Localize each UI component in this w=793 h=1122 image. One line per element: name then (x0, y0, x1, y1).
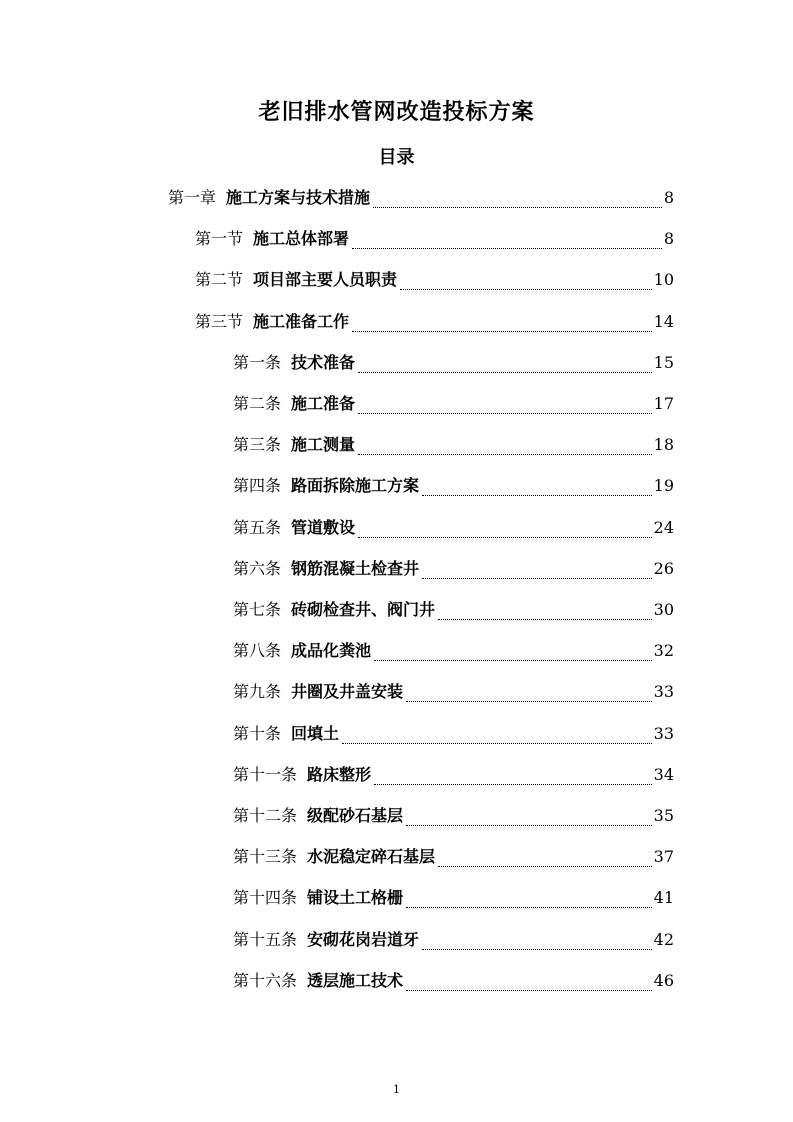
toc-entry-number: 第九条 (233, 682, 282, 702)
toc-entry-title: 成品化粪池 (291, 641, 372, 661)
toc-entry[interactable] (195, 265, 674, 295)
document-title: 老旧排水管网改造投标方案 (258, 100, 535, 125)
toc-entry[interactable] (233, 883, 674, 913)
toc-dot-leader (406, 989, 652, 991)
toc-entry[interactable] (195, 307, 674, 337)
toc-entry-page: 8 (663, 188, 674, 207)
toc-entry-title: 施工方案与技术措施 (226, 188, 371, 207)
toc-dot-leader (373, 206, 662, 208)
page-number: 1 (393, 1083, 400, 1096)
toc-entry-title: 路床整形 (307, 764, 372, 784)
toc-entry[interactable] (233, 801, 674, 831)
toc-entry-page: 10 (653, 270, 674, 290)
toc-entry[interactable] (233, 677, 674, 707)
toc-entry-title: 施工总体部署 (253, 229, 350, 249)
toc-entry-title: 钢筋混凝土检查井 (291, 558, 420, 578)
toc-entry[interactable] (233, 636, 674, 666)
toc-entry[interactable] (168, 183, 674, 213)
toc-dot-leader (422, 577, 652, 579)
toc-dot-leader (422, 948, 652, 950)
toc-entry-number: 第一章 (168, 188, 217, 207)
toc-entry-number: 第十一条 (233, 764, 298, 784)
toc-entry[interactable] (233, 554, 674, 584)
toc-entry[interactable] (233, 348, 674, 378)
toc-entry-title: 项目部主要人员职责 (253, 270, 398, 290)
toc-dot-leader (358, 371, 652, 373)
toc-entry-title: 技术准备 (291, 352, 356, 372)
toc-dot-leader (406, 700, 652, 702)
toc-entry[interactable] (233, 760, 674, 790)
toc-entry[interactable] (233, 842, 674, 872)
toc-entry-title: 级配砂石基层 (307, 806, 404, 825)
toc-entry-page: 32 (653, 641, 674, 661)
toc-entry[interactable] (233, 389, 674, 419)
toc-entry-page: 42 (653, 929, 674, 949)
toc-entry[interactable] (233, 430, 674, 460)
toc-dot-leader (374, 659, 652, 661)
toc-entry[interactable] (233, 719, 674, 749)
toc-entry[interactable] (233, 925, 674, 955)
toc-entry-page: 8 (663, 229, 674, 249)
toc-entry-number: 第七条 (233, 600, 282, 619)
toc-entry-title: 施工测量 (291, 435, 356, 455)
toc-entry-page: 18 (653, 435, 674, 455)
toc-entry-page: 30 (653, 600, 674, 619)
toc-entry-page: 26 (653, 558, 674, 578)
toc-dot-leader (342, 742, 652, 744)
toc-dot-leader (438, 618, 652, 620)
toc-entry-page: 46 (653, 970, 674, 990)
toc-entry-page: 33 (653, 723, 674, 743)
toc-entry-number: 第十五条 (233, 929, 298, 949)
toc-dot-leader (438, 865, 652, 867)
toc-entry-number: 第十四条 (233, 888, 298, 908)
toc-entry-number: 第三条 (233, 435, 282, 455)
toc-entry-number: 第十二条 (233, 806, 298, 825)
toc-entry-number: 第十条 (233, 723, 282, 743)
toc-entry-page: 14 (653, 311, 674, 331)
toc-entry[interactable] (195, 224, 674, 254)
toc-entry-title: 井圈及井盖安装 (291, 682, 404, 702)
toc-entry-number: 第十三条 (233, 847, 298, 867)
toc-entry-page: 41 (653, 888, 674, 908)
toc-dot-leader (406, 906, 652, 908)
toc-entry-number: 第二节 (195, 270, 244, 290)
toc-entry-title: 回填土 (291, 723, 340, 743)
toc-entry[interactable] (233, 595, 674, 625)
toc-entry-page: 19 (653, 476, 674, 496)
toc-dot-leader (422, 494, 652, 496)
toc-dot-leader (358, 412, 652, 414)
toc-dot-leader (400, 288, 652, 290)
toc-entry-title: 安砌花岗岩道牙 (307, 929, 420, 949)
toc-entry-number: 第十六条 (233, 970, 298, 990)
toc-dot-leader (352, 247, 662, 249)
toc-entry-number: 第五条 (233, 517, 282, 537)
toc-dot-leader (352, 330, 652, 332)
toc-entry-title: 透层施工技术 (307, 970, 404, 990)
toc-entry-page: 33 (653, 682, 674, 702)
toc-entry-page: 37 (653, 847, 674, 867)
toc-entry-title: 管道敷设 (291, 517, 356, 537)
toc-entry-title: 砖砌检查井、阀门井 (291, 600, 436, 619)
toc-entry-number: 第一节 (195, 229, 244, 249)
toc-entry-number: 第三节 (195, 311, 244, 331)
toc-dot-leader (374, 783, 652, 785)
toc-entry[interactable] (233, 471, 674, 501)
toc-entry-title: 施工准备工作 (253, 311, 350, 331)
toc-entry-page: 34 (653, 764, 674, 784)
toc-entry-number: 第二条 (233, 394, 282, 413)
toc-entry-title: 铺设土工格栅 (307, 888, 404, 908)
toc-entry-number: 第六条 (233, 558, 282, 578)
toc-entry-title: 施工准备 (291, 394, 356, 413)
toc-entry-title: 水泥稳定碎石基层 (307, 847, 436, 867)
toc-entry-page: 17 (653, 394, 674, 413)
toc-dot-leader (406, 824, 652, 826)
toc-entry-number: 第一条 (233, 352, 282, 372)
toc-dot-leader (358, 453, 652, 455)
toc-heading: 目录 (378, 147, 415, 168)
toc-entry-number: 第八条 (233, 641, 282, 661)
toc-entry[interactable] (233, 966, 674, 996)
toc-dot-leader (358, 536, 652, 538)
toc-entry-page: 24 (653, 517, 674, 537)
toc-entry-title: 路面拆除施工方案 (291, 476, 420, 496)
toc-entry-page: 35 (653, 806, 674, 825)
toc-entry[interactable] (233, 513, 674, 543)
toc-entry-page: 15 (653, 352, 674, 372)
toc-entry-number: 第四条 (233, 476, 282, 496)
